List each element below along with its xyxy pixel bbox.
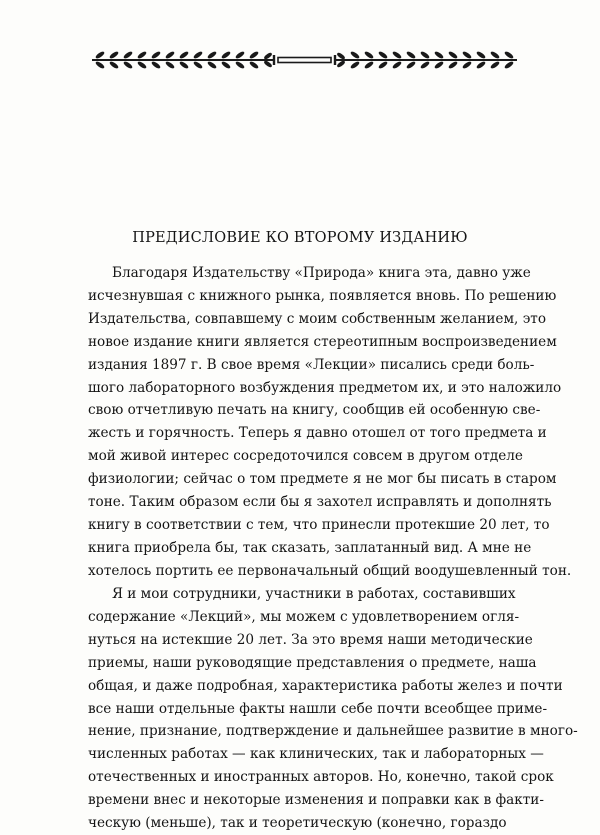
text-line: жесть и горячность. Теперь я давно отошел от того предмета и bbox=[88, 425, 547, 442]
text-line: книгу в соответствии с тем, что принесли протекшие 20 лет, то bbox=[88, 516, 550, 533]
laurel-ornament bbox=[88, 48, 521, 72]
paragraph bbox=[88, 583, 578, 835]
text-line: тоне. Таким образом если бы я захотел исправлять и дополнять bbox=[88, 494, 552, 511]
text-line: новое издание книги является стереотипным воспроизведением bbox=[88, 333, 557, 350]
page-title: ПРЕДИСЛОВИЕ КО ВТОРОМУ ИЗДАНИЮ bbox=[132, 230, 468, 246]
text-line: мой живой интерес сосредоточился совсем в другом отделе bbox=[88, 448, 523, 465]
text-line: исчезнувшая с книжного рынка, появляется вновь. По решению bbox=[88, 287, 557, 304]
text-line: нение, признание, подтверждение и дальнейшее развитие в много- bbox=[88, 723, 578, 740]
text-line: ческую (меньше), так и теоретическую (конечно, гораздо bbox=[88, 815, 507, 832]
text-line: свою отчетливую печать на книгу, сообщив ей особенную све- bbox=[88, 402, 541, 419]
text-line: времени внес и некоторые изменения и поправки как в факти- bbox=[88, 792, 544, 809]
text-line: шого лабораторного возбуждения предметом их, и это наложило bbox=[88, 379, 562, 396]
text-line: Благодаря Издательству «Природа» книга эта, давно уже bbox=[112, 265, 531, 281]
text-line: отечественных и иностранных авторов. Но, конечно, такой срок bbox=[88, 769, 554, 786]
text-line: физиологии; сейчас о том предмете я не мог бы писать в старом bbox=[88, 471, 557, 488]
text-line: содержание «Лекций», мы можем с удовлетворением огля- bbox=[88, 608, 520, 625]
text-line: все наши отдельные факты нашли себе почти всеобщее приме- bbox=[88, 700, 548, 717]
text-line: Я и мои сотрудники, участники в работах, составивших bbox=[112, 586, 516, 602]
text-line: нуться на истекшие 20 лет. За это время наши методические bbox=[88, 631, 533, 648]
text-line: книга приобрела бы, так сказать, заплатанный вид. А мне не bbox=[88, 539, 532, 556]
text-line: издания 1897 г. В свое время «Лекции» писались среди боль- bbox=[88, 356, 535, 373]
text-line: общая, и даже подробная, характеристика работы желез и почти bbox=[88, 677, 563, 694]
text-line: численных работах — как клинических, так и лабораторных — bbox=[88, 746, 544, 763]
text-line: приемы, наши руководящие представления о предмете, наша bbox=[88, 654, 537, 671]
text-line: хотелось портить ее первоначальный общий воодушевленный тон. bbox=[88, 562, 572, 579]
text-line: Издательства, совпавшему с моим собственным желанием, это bbox=[88, 310, 547, 327]
paragraph bbox=[88, 262, 572, 583]
